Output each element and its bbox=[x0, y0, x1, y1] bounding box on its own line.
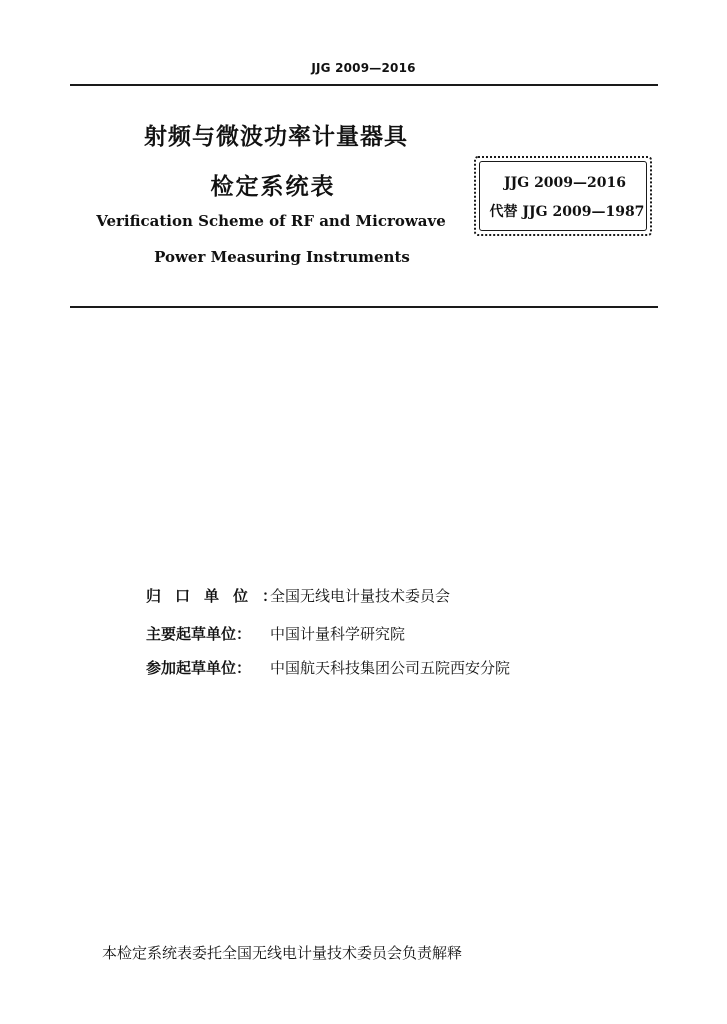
centralized-unit-label: 归口单位： bbox=[146, 587, 292, 605]
title-chinese-line-2: 检定系统表 bbox=[210, 174, 336, 200]
participating-drafter-value: 中国航天科技集团公司五院西安分院 bbox=[270, 659, 511, 677]
header-standard-code: JJG 2009—2016 bbox=[311, 61, 416, 75]
title-english-line-1: Verification Scheme of RF and Microwave bbox=[96, 212, 446, 230]
code-box-replaces: 代替 JJG 2009—1987 bbox=[489, 204, 645, 220]
main-drafter-label: 主要起草单位： bbox=[146, 625, 252, 643]
participating-drafter-row bbox=[146, 657, 510, 678]
code-box-standard-code: JJG 2009—2016 bbox=[503, 175, 626, 191]
main-drafter-value: 中国计量科学研究院 bbox=[270, 625, 406, 643]
participating-drafter-label: 参加起草单位： bbox=[146, 659, 252, 677]
interpretation-note: 本检定系统表委托全国无线电计量技术委员会负责解释 bbox=[102, 944, 463, 962]
middle-rule bbox=[70, 306, 658, 308]
main-drafter-row bbox=[146, 623, 405, 644]
title-english-line-2: Power Measuring Instruments bbox=[154, 248, 410, 266]
title-chinese-line-1: 射频与微波功率计量器具 bbox=[144, 124, 408, 150]
centralized-unit-row bbox=[146, 585, 450, 606]
standard-code-box bbox=[474, 156, 652, 236]
top-rule bbox=[70, 84, 658, 86]
centralized-unit-value: 全国无线电计量技术委员会 bbox=[270, 587, 451, 605]
